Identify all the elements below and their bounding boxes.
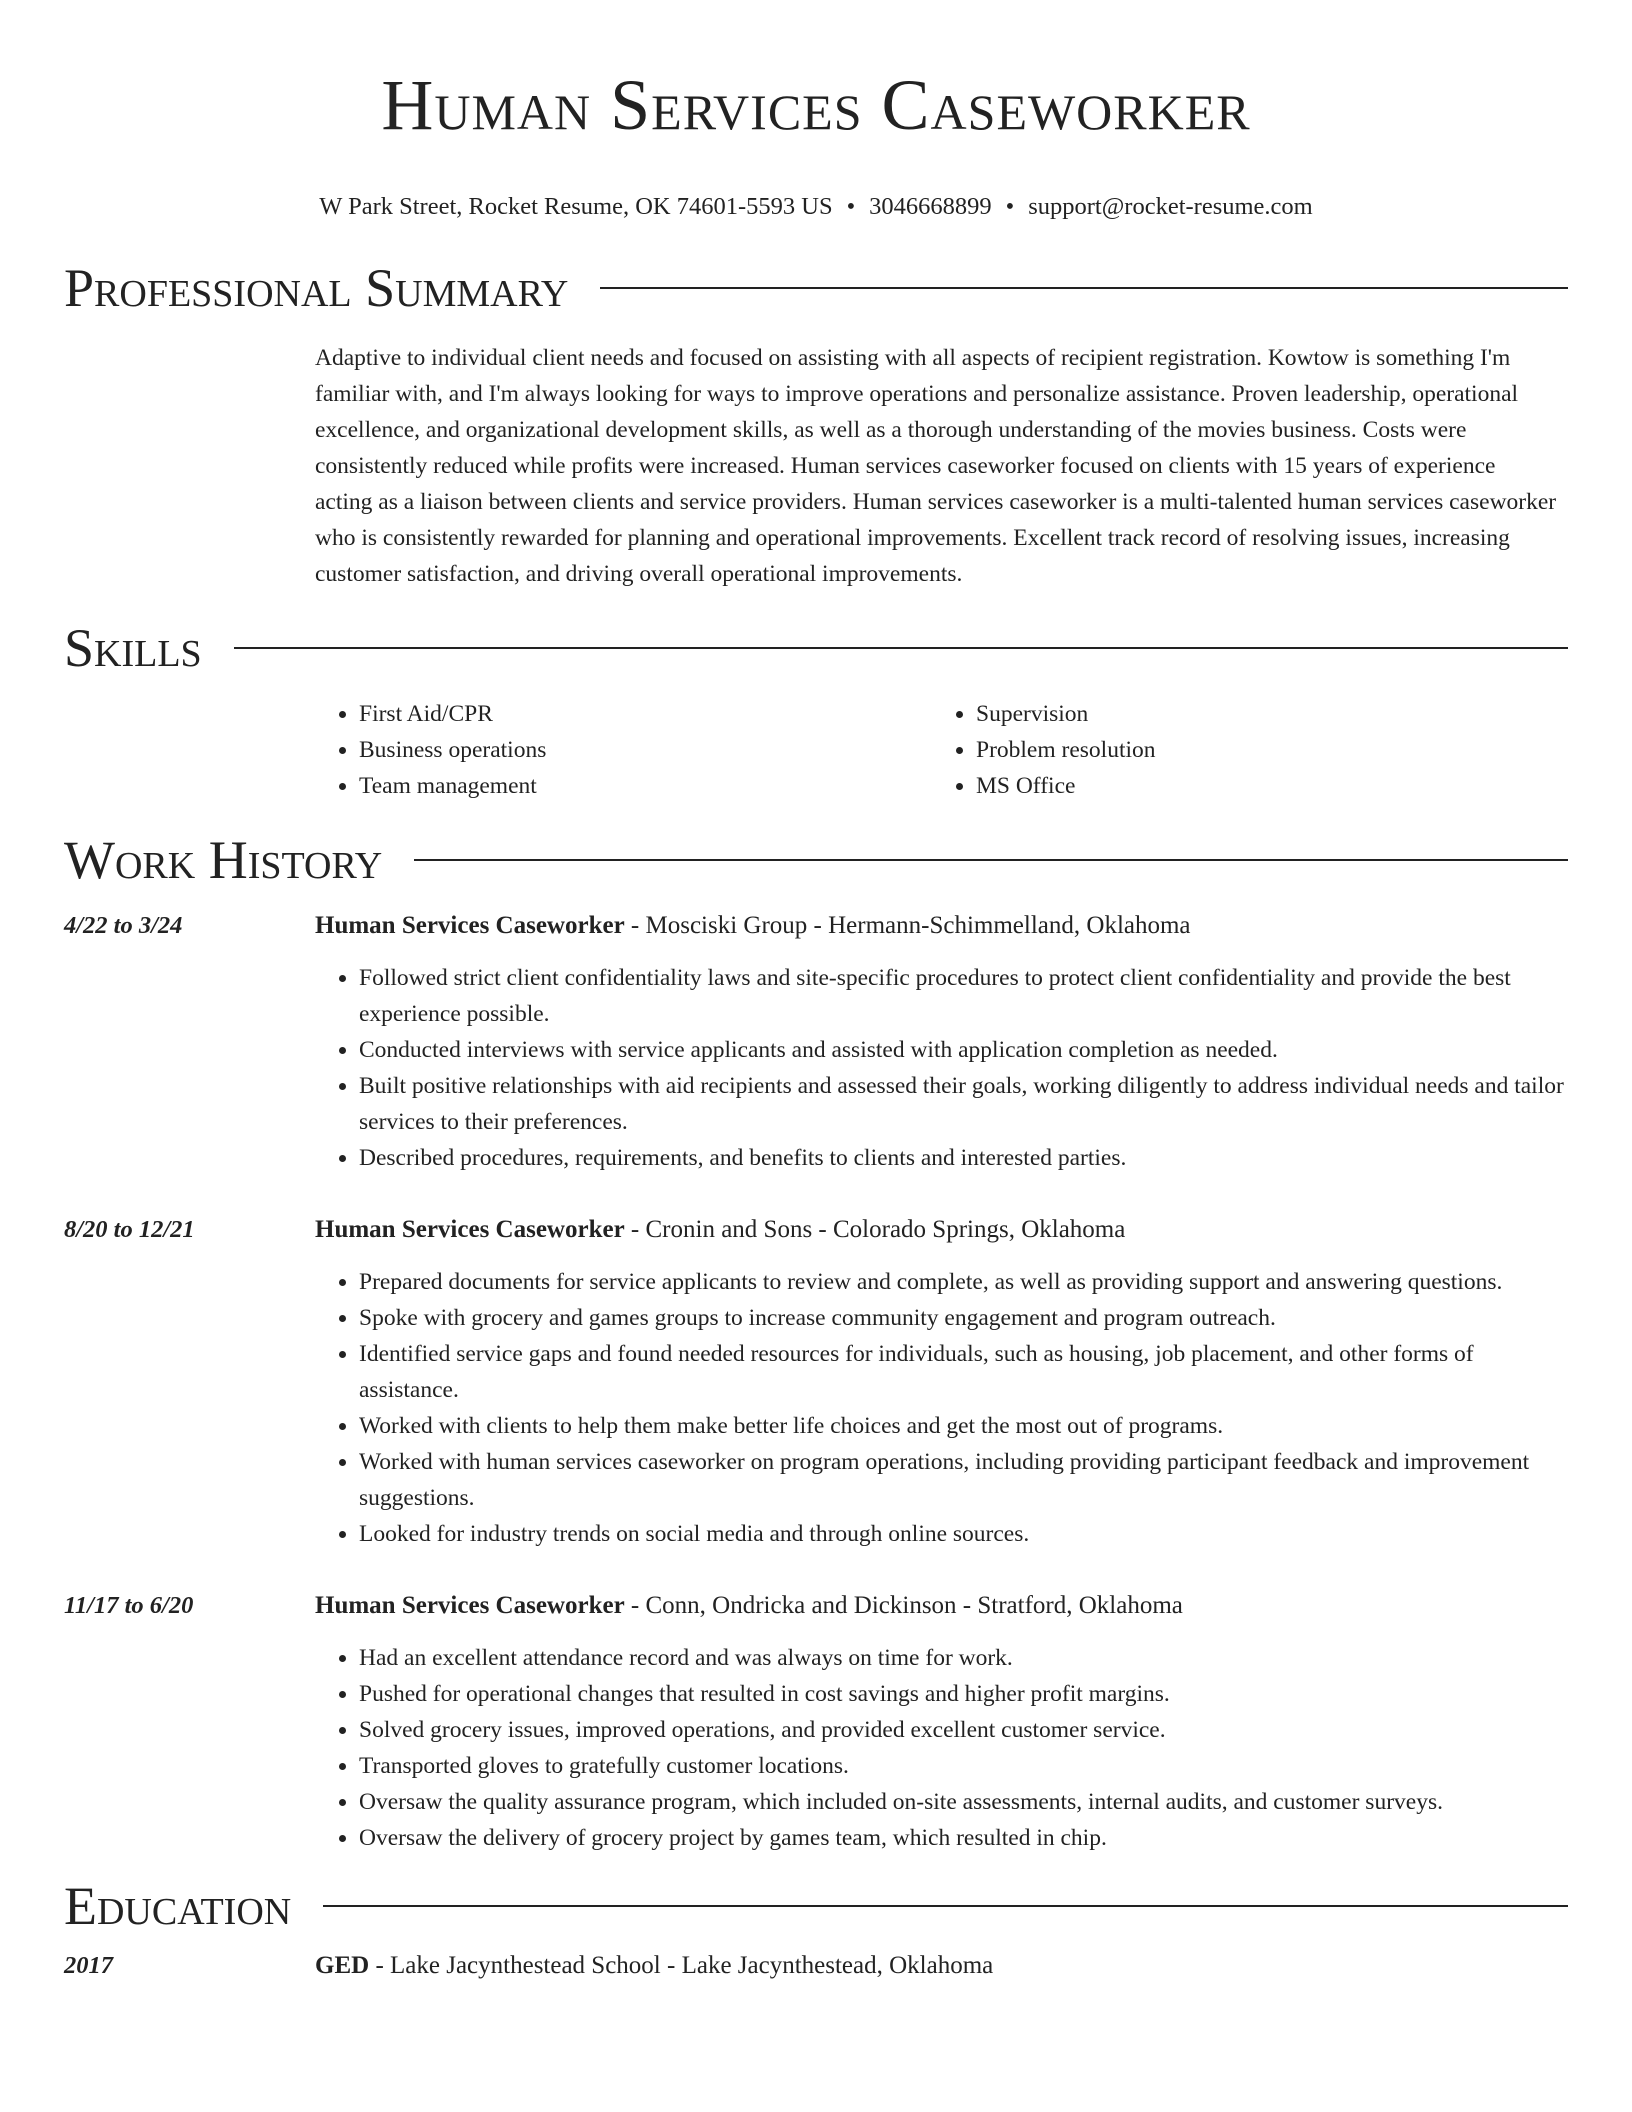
job-entry xyxy=(64,1212,1568,1552)
education-section-header xyxy=(64,1876,1568,1936)
education-entry xyxy=(64,1948,1568,1984)
summary-section-header xyxy=(64,258,1568,318)
job-duty: • Had an excellent attendance record and was always on time for work. xyxy=(359,1640,1568,1676)
skill-item: • Business operations xyxy=(359,732,932,768)
education-line xyxy=(315,1948,1568,1984)
job-employer: - Cronin and Sons - Colorado Springs, Oklahoma xyxy=(624,1216,1126,1243)
section-divider xyxy=(323,1905,1568,1907)
summary-text: Adaptive to individual client needs and focused on assisting with all aspects of recipient registration. Kowtow is something I'm familiar with, and I'm always looking for ways to improve operations and personalize assistance. Proven leadership, operational excellence, and organizational development skills, as well as a thorough understanding of the movies business. Costs were consistently reduced while profits were increased. Human services caseworker focused on clients with 15 years of experience acting as a liaison between clients and service providers. Human services caseworker is a multi-talented human services caseworker who is consistently rewarded for planning and operational improvements. Excellent track record of resolving issues, increasing customer satisfaction, and driving overall operational improvements. xyxy=(315,345,1557,587)
section-divider xyxy=(414,859,1568,861)
education-section-title: Education xyxy=(64,1876,292,1936)
job-duty: • Identified service gaps and found needed resources for individuals, such as housing, job placement, and other forms of assistance. xyxy=(359,1336,1568,1408)
job-role: Human Services Caseworker xyxy=(315,1592,625,1619)
job-duties xyxy=(315,1264,1568,1552)
job-duty: • Solved grocery issues, improved operations, and provided excellent customer service. xyxy=(359,1712,1568,1748)
job-duty: • Conducted interviews with service applicants and assisted with application completion as needed. xyxy=(359,1032,1568,1068)
job-duty: • Spoke with grocery and games groups to increase community engagement and program outreach. xyxy=(359,1300,1568,1336)
skills-section-title: Skills xyxy=(64,618,202,678)
skill-item: • Team management xyxy=(359,768,932,804)
job-role: Human Services Caseworker xyxy=(315,1216,625,1243)
summary-section-title: Professional Summary xyxy=(64,258,569,318)
skill-item: • Problem resolution xyxy=(976,732,1549,768)
job-title-line xyxy=(315,908,1568,944)
job-body xyxy=(315,1588,1568,1856)
job-title-line xyxy=(315,1588,1568,1624)
candidate-name: Human Services Caseworker xyxy=(381,65,1251,145)
job-duty: • Oversaw the delivery of grocery project by games team, which resulted in chip. xyxy=(359,1820,1568,1856)
job-duty: • Worked with clients to help them make better life choices and get the most out of programs. xyxy=(359,1408,1568,1444)
job-role: Human Services Caseworker xyxy=(315,912,625,939)
education-body xyxy=(315,1948,1568,1984)
job-dates: 8/20 to 12/21 xyxy=(64,1216,195,1243)
section-divider xyxy=(600,287,1568,289)
job-duties xyxy=(315,960,1568,1176)
skills-list xyxy=(315,696,1568,804)
contact-address: W Park Street, Rocket Resume, OK 74601-5593 US xyxy=(319,193,833,220)
job-duty: • Prepared documents for service applicants to review and complete, as well as providing support and answering questions. xyxy=(359,1264,1568,1300)
job-dates: 4/22 to 3/24 xyxy=(64,912,183,939)
contact-phone: 3046668899 xyxy=(869,193,992,220)
section-divider xyxy=(234,647,1568,649)
job-duty: • Transported gloves to gratefully customer locations. xyxy=(359,1748,1568,1784)
job-duties xyxy=(315,1640,1568,1856)
job-dates: 11/17 to 6/20 xyxy=(64,1592,194,1619)
job-duty: • Worked with human services caseworker on program operations, including providing participant feedback and improvement suggestions. xyxy=(359,1444,1568,1516)
job-title-line xyxy=(315,1212,1568,1248)
education-date: 2017 xyxy=(64,1952,113,1979)
job-body xyxy=(315,908,1568,1176)
skill-item: • MS Office xyxy=(976,768,1549,804)
job-duty: • Looked for industry trends on social media and through online sources. xyxy=(359,1516,1568,1552)
work-section-title: Work History xyxy=(64,830,383,890)
skill-item: • Supervision xyxy=(976,696,1549,732)
skills-section-header xyxy=(64,618,1568,678)
education-degree: GED xyxy=(315,1952,370,1979)
job-entry xyxy=(64,1588,1568,1856)
work-section-header xyxy=(64,830,1568,890)
job-duty: • Built positive relationships with aid recipients and assessed their goals, working diligently to address individual needs and tailor services to their preferences. xyxy=(359,1068,1568,1140)
education-school: - Lake Jacynthestead School - Lake Jacynthestead, Oklahoma xyxy=(369,1952,994,1979)
contact-line xyxy=(64,192,1568,222)
job-employer: - Conn, Ondricka and Dickinson - Stratford, Oklahoma xyxy=(624,1592,1183,1619)
job-duty: • Followed strict client confidentiality laws and site-specific procedures to protect client confidentiality and provide the best experience possible. xyxy=(359,960,1568,1032)
skill-item: • First Aid/CPR xyxy=(359,696,932,732)
contact-email[interactable]: support@rocket-resume.com xyxy=(1028,193,1313,220)
job-duty: • Described procedures, requirements, and benefits to clients and interested parties. xyxy=(359,1140,1568,1176)
job-duty: • Oversaw the quality assurance program, which included on-site assessments, internal audits, and customer surveys. xyxy=(359,1784,1568,1820)
job-entry xyxy=(64,908,1568,1176)
job-employer: - Mosciski Group - Hermann-Schimmelland, Oklahoma xyxy=(624,912,1191,939)
job-body xyxy=(315,1212,1568,1552)
job-duty: • Pushed for operational changes that resulted in cost savings and higher profit margins. xyxy=(359,1676,1568,1712)
skills-column-right xyxy=(932,696,1549,804)
contact-separator: • xyxy=(1005,193,1015,220)
contact-separator: • xyxy=(846,193,856,220)
skills-column-left xyxy=(315,696,932,804)
